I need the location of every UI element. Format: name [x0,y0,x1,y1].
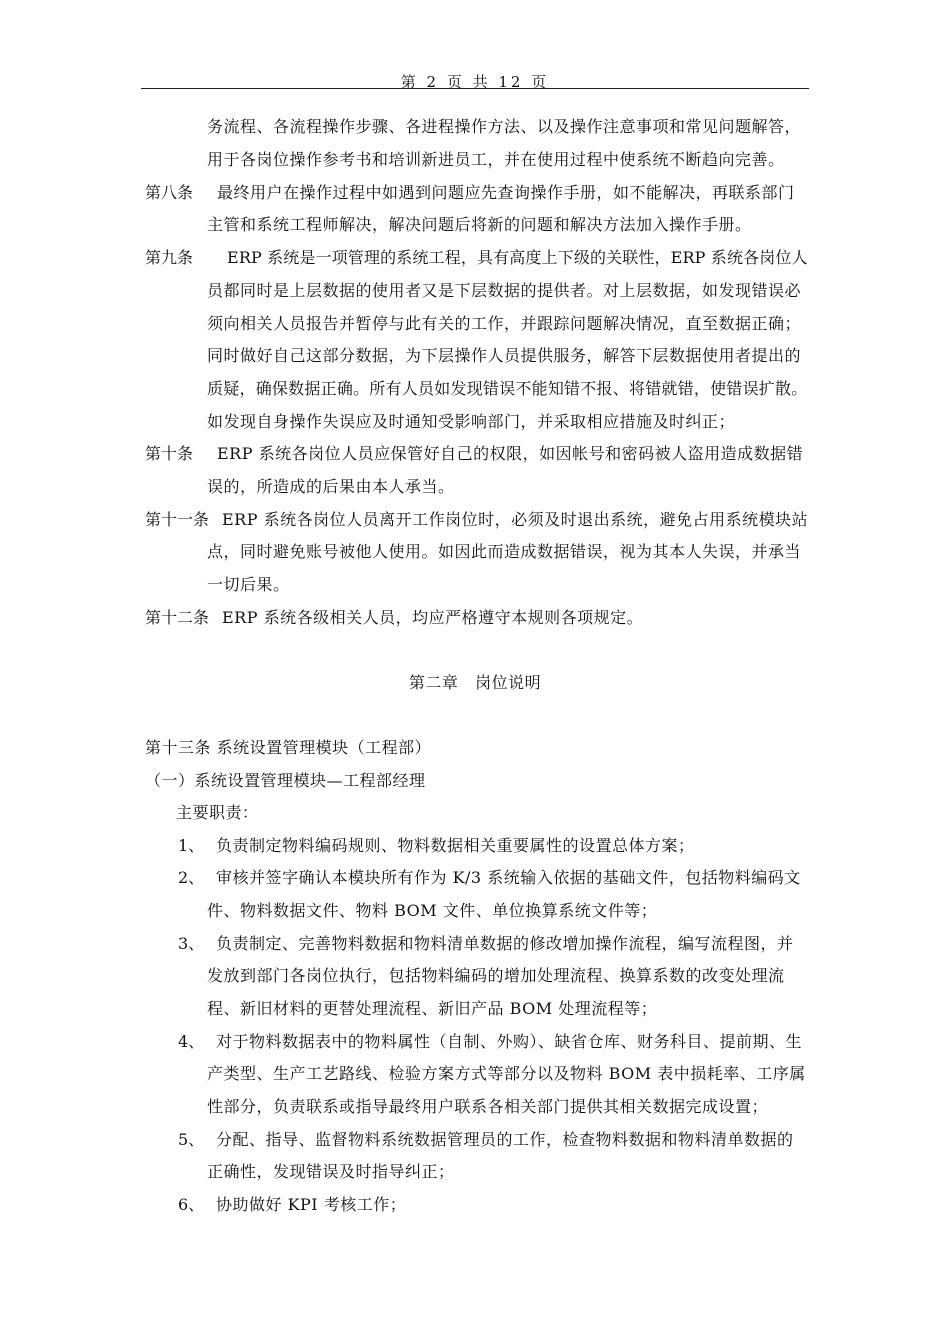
duty-line: 负责制定、完善物料数据和物料清单数据的修改增加操作流程，编写流程图，并 [216,934,794,953]
duty-line: 程、新旧材料的更替处理流程、新旧产品 BOM 处理流程等； [207,999,658,1018]
article-11-line: ERP 系统各岗位人员离开工作岗位时，必须及时退出系统，避免占用系统模块站 [222,510,809,529]
duty-line: 负责制定物料编码规则、物料数据相关重要属性的设置总体方案； [216,836,695,855]
article-9-line: 如发现自身操作失误应及时通知受影响部门，并采取相应措施及时纠正； [207,412,736,431]
intro-line: 用于各岗位操作参考书和培训新进员工，并在使用过程中使系统不断趋向完善。 [207,150,785,169]
duty-number: 5、 [178,1130,205,1149]
article-9-label: 第九条 [145,248,194,267]
intro-line: 务流程、各流程操作步骤、各进程操作方法、以及操作注意事项和常见问题解答， [207,117,802,136]
article-9-line: 员都同时是上层数据的使用者又是下层数据的提供者。对上层数据，如发现错误必 [207,281,802,300]
article-12-line: ERP 系统各级相关人员，均应严格遵守本规则各项规定。 [222,608,644,627]
duty-number: 3、 [178,934,205,953]
article-11-label: 第十一条 [145,510,210,529]
article-12-label: 第十二条 [145,608,210,627]
article-9-line: 须向相关人员报告并暂停与此有关的工作，并跟踪问题解决情况，直至数据正确； [207,314,802,333]
duty-line: 正确性，发现错误及时指导纠正； [207,1162,455,1181]
article-9-line: ERP 系统是一项管理的系统工程，具有高度上下级的关联性，ERP 系统各岗位人 [227,248,808,267]
duty-line: 对于物料数据表中的物料属性（自制、外购）、缺省仓库、财务科目、提前期、生 [216,1032,803,1051]
article-11-line: 一切后果。 [207,575,290,594]
article-10-line: ERP 系统各岗位人员应保管好自己的权限，如因帐号和密码被人盗用造成数据错 [217,444,804,463]
duty-line: 发放到部门各岗位执行，包括物料编码的增加处理流程、换算系数的改变处理流 [207,966,785,985]
article-13-heading: 第十三条 系统设置管理模块（工程部） [145,738,432,757]
page-header: 第 2 页 共 12 页 [400,73,550,91]
article-8-line: 最终用户在操作过程中如遇到问题应先查询操作手册，如不能解决，再联系部门 [217,183,795,202]
article-11-line: 点，同时避免账号被他人使用。如因此而造成数据错误，视为其本人失误，并承当 [207,542,802,561]
article-9-line: 同时做好自己这部分数据，为下层操作人员提供服务，解答下层数据使用者提出的 [207,346,802,365]
duty-line: 产类型、生产工艺路线、检验方案方式等部分以及物料 BOM 表中损耗率、工序属 [207,1064,806,1083]
header-rule [141,88,809,89]
article-9-line: 质疑，确保数据正确。所有人员如发现错误不能知错不报、将错就错，使错误扩散。 [207,379,808,398]
duty-line: 审核并签字确认本模块所有作为 K/3 系统输入依据的基础文件，包括物料编码文 [216,868,801,887]
duty-number: 1、 [178,836,205,855]
duties-heading: 主要职责： [176,803,259,822]
duty-line: 性部分，负责联系或指导最终用户联系各相关部门提供其相关数据完成设置； [207,1097,769,1116]
duty-number: 4、 [178,1032,205,1051]
article-10-line: 误的，所造成的后果由本人承当。 [207,477,455,496]
article-8-line: 主管和系统工程师解决，解决问题后将新的问题和解决方法加入操作手册。 [207,215,752,234]
article-8-label: 第八条 [145,183,194,202]
duty-number: 2、 [178,868,205,887]
section-heading: （一）系统设置管理模块—工程部经理 [145,771,426,790]
duty-number: 6、 [178,1195,205,1214]
duty-line: 分配、指导、监督物料系统数据管理员的工作，检查物料数据和物料清单数据的 [216,1130,794,1149]
chapter-heading: 第二章 岗位说明 [408,673,542,692]
article-10-label: 第十条 [145,444,194,463]
duty-line: 件、物料数据文件、物料 BOM 文件、单位换算系统文件等； [207,901,658,920]
duty-line: 协助做好 KPI 考核工作； [216,1195,407,1214]
